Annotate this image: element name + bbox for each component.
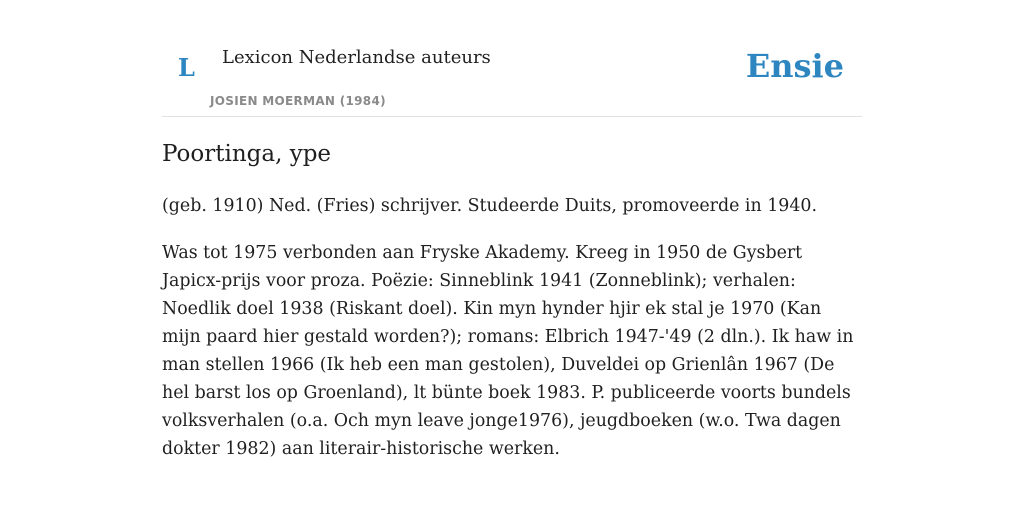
author-line: JOSIEN MOERMAN (1984) — [210, 94, 386, 108]
ensie-brand-link[interactable]: Ensie — [745, 47, 844, 85]
entry-paragraph: Was tot 1975 verbonden aan Fryske Akademy. Kreeg in 1950 de Gysbert Japicx-prijs voor proza. Poëzie: Sinneblink 1941 (Zonneblink); verhalen: Noedlik doel 1938 (Riskant doel). Kin myn hynder hjir ek stal je 1970 (Kan mijn paard hier gestald worden?); romans: Elbrich 1947-'49 (2 dln.). Ik haw in man stellen 1966 (Ik heb een man gestolen), Duveldei op Grienlân 1967 (De hel barst los op Groenland), lt bünte boek 1983. P. publiceerde voorts bundels volksverhalen (o.a. Och myn leave jonge1976), jeugdboeken (w.o. Twa dagen dokter 1982) aan literair-historische werken. — [162, 243, 854, 459]
entry-paragraph: (geb. 1910) Ned. (Fries) schrijver. Studeerde Duits, promoveerde in 1940. — [162, 196, 818, 216]
lexicon-logo-icon[interactable]: L — [178, 53, 195, 82]
page — [162, 0, 862, 512]
header — [162, 0, 862, 117]
entry-title: Poortinga, ype — [162, 141, 332, 167]
book-title[interactable]: Lexicon Nederlandse auteurs — [222, 47, 491, 68]
